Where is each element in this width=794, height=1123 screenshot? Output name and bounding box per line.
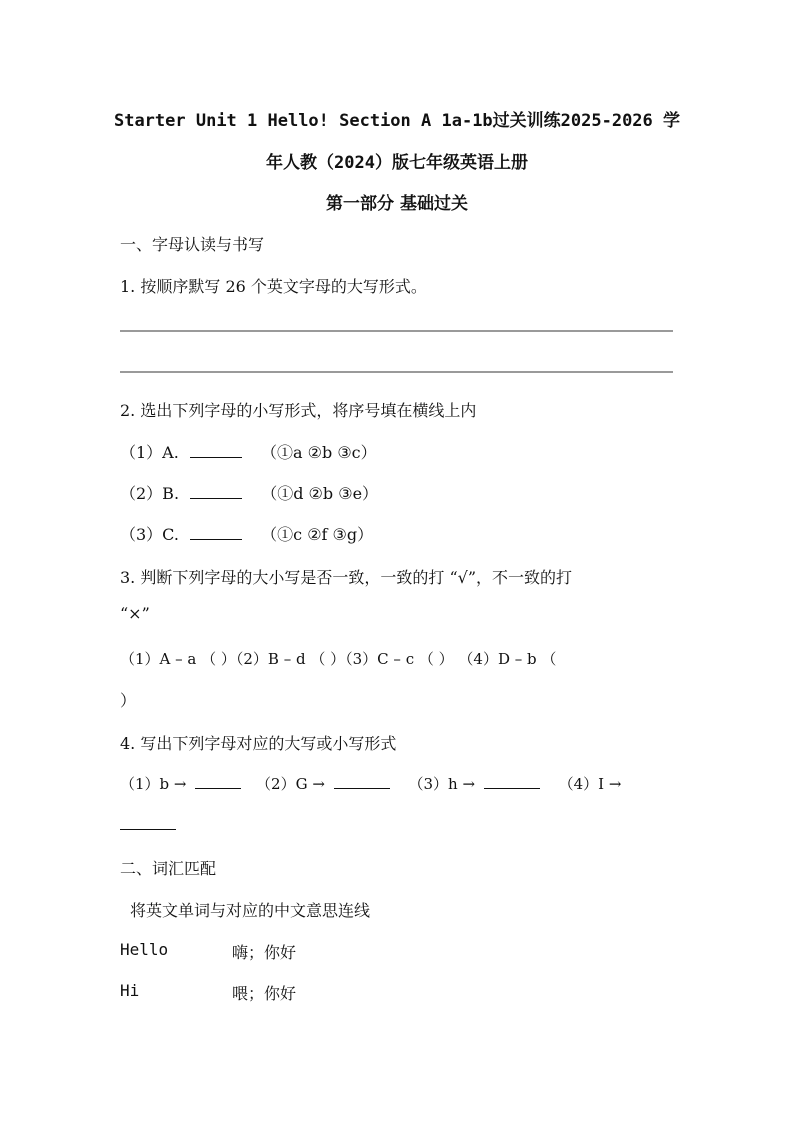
item-number: （3）C. [120, 525, 179, 544]
question-4-stem: 4. 写出下列字母对应的大写或小写形式 [120, 734, 397, 753]
question-4-items [120, 773, 621, 794]
item-label: （3）h → [408, 775, 476, 793]
item-options: （①d ②b ③e） [261, 484, 379, 503]
item-label: （4）I → [558, 775, 622, 793]
answer-blank[interactable] [120, 815, 176, 830]
section1-heading: 一、字母认读与书写 [120, 235, 265, 254]
question-2-stem: 2. 选出下列字母的小写形式，将序号填在横线上内 [120, 401, 477, 420]
writing-line-2 [120, 371, 673, 373]
question-4-items-cont [120, 815, 176, 834]
question-3-stem: 3. 判断下列字母的大小写是否一致，一致的打 “√”，不一致的打 [120, 568, 572, 587]
section2-heading: 二、词汇匹配 [120, 859, 217, 878]
answer-blank[interactable] [195, 774, 241, 789]
match-zh-meaning: 喂；你好 [232, 984, 297, 1003]
answer-blank[interactable] [484, 774, 540, 789]
question-1: 1. 按顺序默写 26 个英文字母的大写形式。 [120, 277, 427, 296]
match-en-word: Hello [120, 940, 169, 959]
match-zh-meaning: 嗨；你好 [232, 943, 297, 962]
writing-line-1 [120, 330, 673, 332]
item-label: （1）b → [120, 775, 187, 793]
question-3-items-cont: ） [120, 691, 137, 710]
question-2-item-3 [120, 522, 373, 545]
document-title-line2: 年人教（2024）版七年级英语上册 [266, 153, 528, 173]
answer-blank[interactable] [190, 443, 242, 458]
question-3-stem-cont: “×” [120, 604, 150, 623]
item-number: （2）B. [120, 484, 180, 503]
match-en-word: Hi [120, 981, 140, 1000]
item-options: （①a ②b ③c） [261, 443, 377, 462]
question-3-items: （1）A – a （ ）（2）B – d （ ）（3）C – c （ ） （4）D – b （ [120, 650, 557, 668]
answer-blank[interactable] [190, 525, 242, 540]
answer-blank[interactable] [190, 484, 242, 499]
item-options: （①c ②f ③g） [261, 525, 374, 544]
answer-blank[interactable] [334, 774, 390, 789]
document-title-line1: Starter Unit 1 Hello! Section A 1a-1b过关训练2025-2026 学 [113, 111, 681, 131]
question-2-item-2 [120, 481, 378, 504]
item-label: （2）G → [256, 775, 325, 793]
question-2-item-1 [120, 440, 377, 463]
section2-instruction: 将英文单词与对应的中文意思连线 [130, 901, 371, 920]
item-number: （1）A. [120, 443, 179, 462]
part-heading: 第一部分 基础过关 [326, 194, 468, 214]
